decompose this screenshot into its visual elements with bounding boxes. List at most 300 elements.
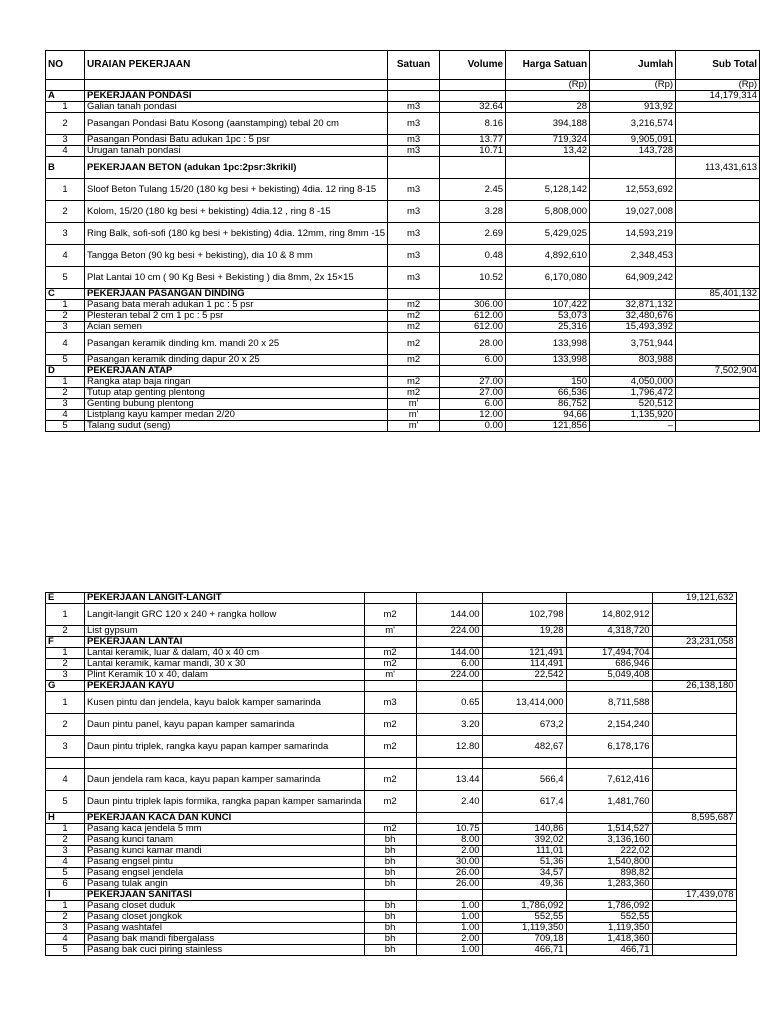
item-unit: m2 — [388, 388, 440, 399]
header-sub-total: Sub Total — [676, 51, 760, 80]
item-unit: m3 — [388, 146, 440, 157]
item-total: 4,050,000 — [590, 377, 676, 388]
item-description: Pasang tulak angin — [85, 879, 365, 890]
item-unit-price: 49,36 — [482, 879, 566, 890]
table-row — [46, 267, 760, 289]
table-row — [46, 410, 760, 421]
item-unit: m' — [388, 410, 440, 421]
item-unit: bh — [364, 857, 416, 868]
empty-cell — [652, 791, 736, 813]
item-volume: 13.77 — [440, 135, 506, 146]
item-description: Pasangan Pondasi Batu Kosong (aanstamping) tebal 20 cm — [85, 113, 388, 135]
table-row — [46, 846, 737, 857]
section-code: G — [46, 681, 85, 692]
item-volume: 32.64 — [440, 102, 506, 113]
item-description: Pasang washtafel — [85, 923, 365, 934]
item-unit-price: 107,422 — [506, 300, 590, 311]
header-no: NO — [46, 51, 85, 80]
item-volume: 6.00 — [440, 399, 506, 410]
item-unit-price: 22,542 — [482, 670, 566, 681]
table-row — [46, 311, 760, 322]
item-volume: 0.65 — [416, 692, 482, 714]
item-unit-price: 617,4 — [482, 791, 566, 813]
section-row — [46, 890, 737, 901]
empty-cell — [482, 637, 566, 648]
item-no: 2 — [46, 113, 85, 135]
item-description: Ring Balk, sofi-sofi (180 kg besi + bekisting) 4dia. 12mm, ring 8mm -15 — [85, 223, 388, 245]
section-title: PEKERJAAN LANTAI — [85, 637, 365, 648]
item-volume: 224.00 — [416, 626, 482, 637]
section-code: F — [46, 637, 85, 648]
item-no: 2 — [46, 714, 85, 736]
empty-cell — [652, 758, 736, 769]
empty-cell — [676, 179, 760, 201]
section-title: PEKERJAAN KACA DAN KUNCI — [85, 813, 365, 824]
item-unit-price: 1,786,092 — [482, 901, 566, 912]
item-description: Talang sudut (seng) — [85, 421, 388, 432]
section-title: PEKERJAAN KAYU — [85, 681, 365, 692]
item-unit: m2 — [388, 355, 440, 366]
item-unit: m3 — [364, 692, 416, 714]
item-no: 4 — [46, 410, 85, 421]
section-row — [46, 91, 760, 102]
table-row — [46, 835, 737, 846]
item-no: 5 — [46, 421, 85, 432]
item-volume: 0.00 — [440, 421, 506, 432]
table-row — [46, 300, 760, 311]
section-code: D — [46, 366, 85, 377]
item-volume: 3.28 — [440, 201, 506, 223]
item-total: 1,283,360 — [566, 879, 652, 890]
item-unit-price: 552,55 — [482, 912, 566, 923]
item-total: 1,540,800 — [566, 857, 652, 868]
item-unit: bh — [364, 868, 416, 879]
section-subtotal: 19,121,632 — [652, 593, 736, 604]
item-description: Galian tanah pondasi — [85, 102, 388, 113]
table-row — [46, 648, 737, 659]
item-total: 686,946 — [566, 659, 652, 670]
item-unit: m3 — [388, 223, 440, 245]
item-no: 2 — [46, 388, 85, 399]
empty-cell — [676, 135, 760, 146]
empty-cell — [590, 91, 676, 102]
item-total: 3,216,574 — [590, 113, 676, 135]
item-unit-price: 66,536 — [506, 388, 590, 399]
section-subtotal: 14,179,314 — [676, 91, 760, 102]
table-row — [46, 857, 737, 868]
item-no: 2 — [46, 626, 85, 637]
empty-cell — [364, 681, 416, 692]
item-total: 1,796,472 — [590, 388, 676, 399]
item-unit: m2 — [388, 311, 440, 322]
item-no: 3 — [46, 923, 85, 934]
item-no: 2 — [46, 659, 85, 670]
item-unit: m2 — [388, 322, 440, 333]
item-total: 3,136,160 — [566, 835, 652, 846]
item-volume: 12.80 — [416, 736, 482, 758]
item-unit: m2 — [364, 714, 416, 736]
item-description: Pasang kunci tanam — [85, 835, 365, 846]
table-row — [46, 934, 737, 945]
empty-cell — [652, 648, 736, 659]
item-volume: 144.00 — [416, 604, 482, 626]
empty-cell — [46, 758, 85, 769]
item-total: 5,049,408 — [566, 670, 652, 681]
item-total: 898,82 — [566, 868, 652, 879]
empty-cell — [506, 157, 590, 179]
empty-cell — [652, 868, 736, 879]
item-total: 17,494,704 — [566, 648, 652, 659]
empty-cell — [676, 311, 760, 322]
item-unit-price: 719,324 — [506, 135, 590, 146]
item-no: 2 — [46, 835, 85, 846]
item-volume: 1.00 — [416, 912, 482, 923]
section-subtotal: 8,595,687 — [652, 813, 736, 824]
section-code: B — [46, 157, 85, 179]
table-row — [46, 146, 760, 157]
empty-cell — [652, 923, 736, 934]
table-row — [46, 824, 737, 835]
item-total: 12,553,692 — [590, 179, 676, 201]
item-total: 2,348,453 — [590, 245, 676, 267]
item-volume: 1.00 — [416, 901, 482, 912]
item-unit: m3 — [388, 102, 440, 113]
empty-cell — [676, 355, 760, 366]
item-unit-price: 392,02 — [482, 835, 566, 846]
item-total: – — [590, 421, 676, 432]
item-description: Lantai keramik, kamar mandi, 30 x 30 — [85, 659, 365, 670]
item-volume: 612.00 — [440, 311, 506, 322]
item-total: 7,612,416 — [566, 769, 652, 791]
empty-cell — [676, 146, 760, 157]
empty-cell — [566, 637, 652, 648]
item-unit-price: 19,28 — [482, 626, 566, 637]
item-volume: 2.69 — [440, 223, 506, 245]
empty-cell — [652, 934, 736, 945]
empty-cell — [566, 813, 652, 824]
item-unit-price: 140,86 — [482, 824, 566, 835]
item-unit-price: 482,67 — [482, 736, 566, 758]
item-no: 5 — [46, 355, 85, 366]
table-row — [46, 879, 737, 890]
empty-cell — [482, 890, 566, 901]
item-total: 64,909,242 — [590, 267, 676, 289]
item-description: Urugan tanah pondasi — [85, 146, 388, 157]
section-code: A — [46, 91, 85, 102]
empty-cell — [652, 714, 736, 736]
empty-cell — [676, 300, 760, 311]
table-row — [46, 901, 737, 912]
item-description: Lantai keramik, luar & dalam, 40 x 40 cm — [85, 648, 365, 659]
item-total: 1,135,920 — [590, 410, 676, 421]
item-total: 803,988 — [590, 355, 676, 366]
item-description: Tutup atap genting plentong — [85, 388, 388, 399]
item-unit: bh — [364, 945, 416, 956]
item-no: 6 — [46, 879, 85, 890]
item-volume: 8.16 — [440, 113, 506, 135]
empty-cell — [506, 289, 590, 300]
table-row — [46, 912, 737, 923]
empty-cell — [364, 813, 416, 824]
item-total: 6,178,176 — [566, 736, 652, 758]
empty-cell — [652, 626, 736, 637]
item-unit: m3 — [388, 135, 440, 146]
item-unit: bh — [364, 846, 416, 857]
item-unit-price: 4,892,610 — [506, 245, 590, 267]
empty-cell — [440, 91, 506, 102]
table-row — [46, 245, 760, 267]
item-description: Pasang bak mandi fibergalass — [85, 934, 365, 945]
item-description: Kolom, 15/20 (180 kg besi + bekisting) 4dia.12 , ring 8 -15 — [85, 201, 388, 223]
item-unit: m' — [388, 421, 440, 432]
section-row — [46, 593, 737, 604]
item-volume: 2.45 — [440, 179, 506, 201]
item-description: Pasang engsel pintu — [85, 857, 365, 868]
item-no: 2 — [46, 201, 85, 223]
item-volume: 224.00 — [416, 670, 482, 681]
empty-cell — [566, 758, 652, 769]
item-unit: m' — [364, 626, 416, 637]
empty-cell — [364, 890, 416, 901]
item-total: 3,751,944 — [590, 333, 676, 355]
section-row — [46, 637, 737, 648]
empty-cell — [482, 593, 566, 604]
empty-cell — [482, 813, 566, 824]
item-description: Listplang kayu kamper medan 2/20 — [85, 410, 388, 421]
item-unit: m2 — [364, 791, 416, 813]
section-subtotal: 17,439,078 — [652, 890, 736, 901]
empty-cell — [388, 157, 440, 179]
section-subtotal: 85,401,132 — [676, 289, 760, 300]
item-description: Kusen pintu dan jendela, kayu balok kamper samarinda — [85, 692, 365, 714]
item-unit-price: 102,798 — [482, 604, 566, 626]
empty-cell — [676, 333, 760, 355]
item-unit: bh — [364, 879, 416, 890]
table-row — [46, 736, 737, 758]
item-description: Pasang kunci kamar mandi — [85, 846, 365, 857]
item-no: 4 — [46, 857, 85, 868]
item-volume: 612.00 — [440, 322, 506, 333]
item-unit-price: 121,856 — [506, 421, 590, 432]
item-unit-price: 673,2 — [482, 714, 566, 736]
item-volume: 144.00 — [416, 648, 482, 659]
item-unit-price: 150 — [506, 377, 590, 388]
item-total: 552,55 — [566, 912, 652, 923]
item-description: Daun pintu panel, kayu papan kamper samarinda — [85, 714, 365, 736]
table-row — [46, 791, 737, 813]
empty-cell — [652, 846, 736, 857]
table-row — [46, 355, 760, 366]
item-total: 1,418,360 — [566, 934, 652, 945]
item-unit: m' — [388, 399, 440, 410]
item-total: 222,02 — [566, 846, 652, 857]
empty-cell — [676, 410, 760, 421]
section-title: PEKERJAAN ATAP — [85, 366, 388, 377]
item-unit: m2 — [364, 824, 416, 835]
item-unit-price: 394,188 — [506, 113, 590, 135]
empty-cell — [440, 289, 506, 300]
section-code: E — [46, 593, 85, 604]
item-total: 1,119,350 — [566, 923, 652, 934]
table-row — [46, 179, 760, 201]
empty-cell — [85, 758, 365, 769]
item-unit-price: 13,414,000 — [482, 692, 566, 714]
item-no: 5 — [46, 791, 85, 813]
item-unit: m2 — [388, 300, 440, 311]
item-unit: bh — [364, 835, 416, 846]
item-volume: 306.00 — [440, 300, 506, 311]
empty-cell — [652, 835, 736, 846]
item-total: 32,871,132 — [590, 300, 676, 311]
section-title: PEKERJAAN SANITASI — [85, 890, 365, 901]
item-unit: m2 — [364, 736, 416, 758]
item-unit-price: 51,36 — [482, 857, 566, 868]
item-total: 9,905,091 — [590, 135, 676, 146]
section-title: PEKERJAAN BETON (adukan 1pc:2psr:3krikil) — [85, 157, 388, 179]
section-code: I — [46, 890, 85, 901]
section-subtotal: 23,231,058 — [652, 637, 736, 648]
empty-cell — [652, 901, 736, 912]
item-description: Pasang closet jongkok — [85, 912, 365, 923]
item-unit-price: 466,71 — [482, 945, 566, 956]
table-row — [46, 714, 737, 736]
item-unit-price: 53,073 — [506, 311, 590, 322]
section-row — [46, 813, 737, 824]
item-no: 3 — [46, 223, 85, 245]
item-description: Daun pintu triplek lapis formika, rangka papan kamper samarinda — [85, 791, 365, 813]
item-description: Langit-langit GRC 120 x 240 + rangka hollow — [85, 604, 365, 626]
item-volume: 2.40 — [416, 791, 482, 813]
empty-cell — [482, 758, 566, 769]
item-no: 1 — [46, 102, 85, 113]
item-no: 5 — [46, 267, 85, 289]
item-total: 32,480,676 — [590, 311, 676, 322]
item-no: 4 — [46, 333, 85, 355]
item-no: 4 — [46, 934, 85, 945]
item-unit-price: 5,808,000 — [506, 201, 590, 223]
item-unit-price: 709,18 — [482, 934, 566, 945]
currency-label-subtotal: (Rp) — [676, 80, 760, 91]
table-row — [46, 377, 760, 388]
empty-cell — [652, 857, 736, 868]
empty-cell — [676, 113, 760, 135]
empty-cell — [652, 912, 736, 923]
item-no: 3 — [46, 135, 85, 146]
empty-cell — [416, 813, 482, 824]
table-row — [46, 399, 760, 410]
empty-cell — [652, 736, 736, 758]
item-description: Daun pintu triplek, rangka kayu papan kamper samarinda — [85, 736, 365, 758]
item-unit-price: 86,752 — [506, 399, 590, 410]
cost-table-page-2 — [45, 592, 737, 956]
item-no: 1 — [46, 604, 85, 626]
item-unit: bh — [364, 934, 416, 945]
item-total: 14,802,912 — [566, 604, 652, 626]
table-row — [46, 659, 737, 670]
table-header-row — [46, 51, 760, 80]
item-volume: 27.00 — [440, 388, 506, 399]
empty-cell — [388, 366, 440, 377]
item-volume: 6.00 — [416, 659, 482, 670]
item-description: Rangka atap baja ringan — [85, 377, 388, 388]
spacer-row — [46, 758, 737, 769]
currency-label-jumlah: (Rp) — [590, 80, 676, 91]
empty-cell — [364, 593, 416, 604]
item-unit: m2 — [364, 659, 416, 670]
empty-cell — [388, 91, 440, 102]
item-description: Pasang bata merah adukan 1 pc : 5 psr — [85, 300, 388, 311]
section-row — [46, 157, 760, 179]
item-no: 3 — [46, 399, 85, 410]
table-row — [46, 923, 737, 934]
item-unit-price: 111,01 — [482, 846, 566, 857]
cost-table-page-1 — [45, 50, 760, 432]
item-volume: 26.00 — [416, 879, 482, 890]
table-row — [46, 113, 760, 135]
item-unit-price: 5,128,142 — [506, 179, 590, 201]
empty-cell — [652, 604, 736, 626]
item-unit: bh — [364, 912, 416, 923]
item-total: 19,027,008 — [590, 201, 676, 223]
empty-cell — [676, 223, 760, 245]
header-uraian: URAIAN PEKERJAAN — [85, 51, 388, 80]
item-total: 466,71 — [566, 945, 652, 956]
section-row — [46, 366, 760, 377]
item-description: Genting bubung plentong — [85, 399, 388, 410]
item-total: 4,318,720 — [566, 626, 652, 637]
section-subtotal: 26,138,180 — [652, 681, 736, 692]
section-code: H — [46, 813, 85, 824]
item-volume: 1.00 — [416, 923, 482, 934]
table-row — [46, 692, 737, 714]
empty-cell — [416, 890, 482, 901]
item-volume: 3.20 — [416, 714, 482, 736]
empty-cell — [566, 890, 652, 901]
item-unit-price: 566,4 — [482, 769, 566, 791]
item-volume: 10.71 — [440, 146, 506, 157]
item-no: 3 — [46, 670, 85, 681]
header-volume: Volume — [440, 51, 506, 80]
item-volume: 10.52 — [440, 267, 506, 289]
table-row — [46, 201, 760, 223]
table-row — [46, 670, 737, 681]
item-no: 4 — [46, 769, 85, 791]
item-no: 1 — [46, 824, 85, 835]
empty-cell — [416, 681, 482, 692]
currency-label-harga: (Rp) — [506, 80, 590, 91]
item-no: 5 — [46, 868, 85, 879]
item-unit: m2 — [388, 377, 440, 388]
empty-cell — [652, 824, 736, 835]
item-no: 2 — [46, 912, 85, 923]
item-total: 1,514,527 — [566, 824, 652, 835]
empty-cell — [652, 692, 736, 714]
empty-cell — [416, 593, 482, 604]
empty-cell — [590, 157, 676, 179]
item-total: 913,92 — [590, 102, 676, 113]
item-total: 8,711,588 — [566, 692, 652, 714]
empty-cell — [590, 366, 676, 377]
empty-cell — [676, 421, 760, 432]
item-unit-price: 34,57 — [482, 868, 566, 879]
item-volume: 27.00 — [440, 377, 506, 388]
item-description: Plat Lantai 10 cm ( 90 Kg Besi + Bekisting ) dia 8mm, 2x 15×15 — [85, 267, 388, 289]
item-description: Pasang bak cuci piring stainless — [85, 945, 365, 956]
section-subtotal: 7,502,904 — [676, 366, 760, 377]
item-unit-price: 94,66 — [506, 410, 590, 421]
item-no: 3 — [46, 846, 85, 857]
item-unit-price: 6,170,080 — [506, 267, 590, 289]
